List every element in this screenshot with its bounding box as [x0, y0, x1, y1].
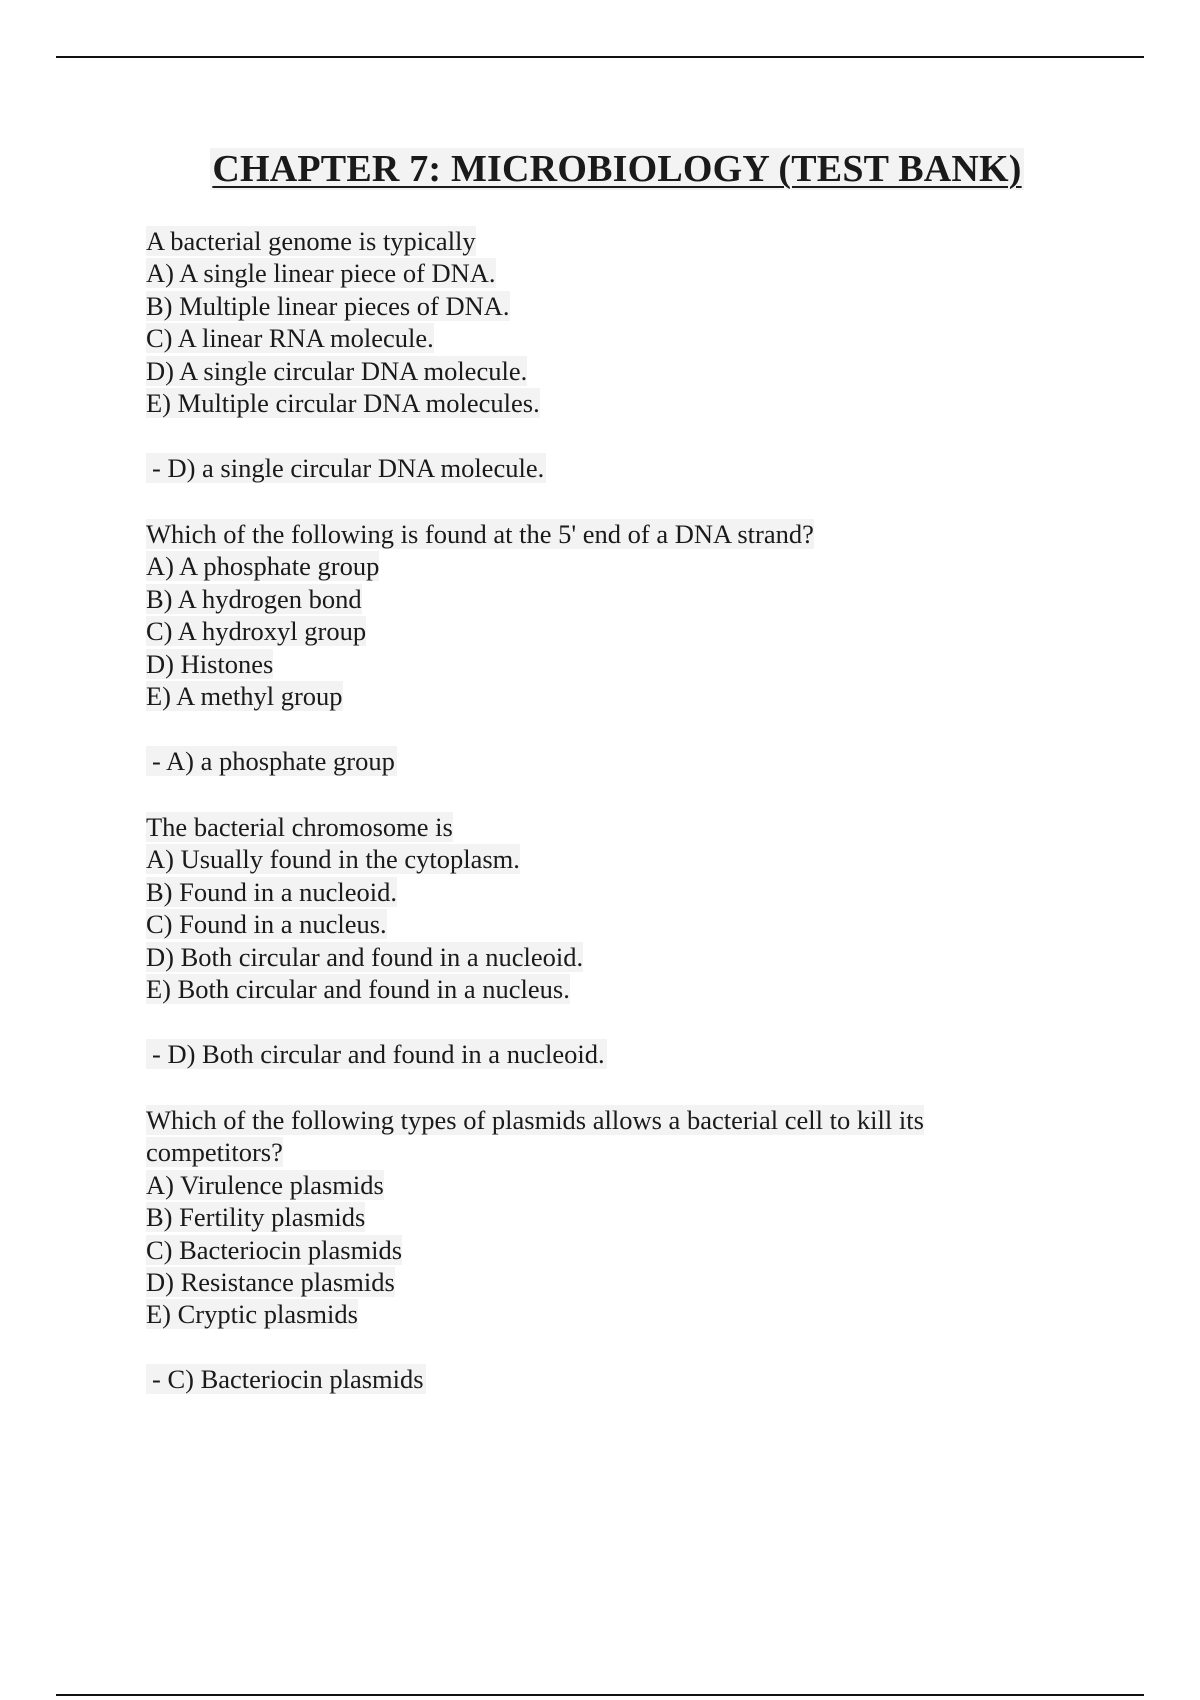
correct-answer: - D) a single circular DNA molecule.	[146, 452, 1106, 484]
answer-option-b: B) Fertility plasmids	[146, 1202, 366, 1233]
answer-option-e: E) Cryptic plasmids	[146, 1299, 358, 1330]
answer-option-a: A) A phosphate group	[146, 551, 380, 582]
page-title	[0, 143, 1200, 195]
question-block-3	[146, 811, 1106, 1070]
answer-option-e: E) Multiple circular DNA molecules.	[146, 388, 540, 419]
answer-option-a: A) Virulence plasmids	[146, 1169, 384, 1200]
question-stem: The bacterial chromosome is	[146, 812, 453, 842]
answer-option-d: D) Both circular and found in a nucleoid.	[146, 941, 584, 972]
answer-option-c: C) A linear RNA molecule.	[146, 323, 434, 354]
top-divider	[56, 56, 1144, 58]
page-title-text: CHAPTER 7: MICROBIOLOGY (TEST BANK)	[212, 148, 1022, 190]
answer-option-d: D) Resistance plasmids	[146, 1267, 395, 1298]
answer-option-c: C) Found in a nucleus.	[146, 909, 387, 940]
bottom-divider	[56, 1694, 1144, 1696]
answer-option-b: B) Found in a nucleoid.	[146, 876, 397, 907]
answer-option-c: C) Bacteriocin plasmids	[146, 1234, 403, 1265]
correct-answer: - D) Both circular and found in a nucleoid.	[146, 1038, 1106, 1070]
answer-option-d: D) A single circular DNA molecule.	[146, 355, 528, 386]
question-stem: Which of the following is found at the 5' end of a DNA strand?	[146, 519, 814, 549]
correct-answer: - C) Bacteriocin plasmids	[146, 1363, 1026, 1395]
question-block-2	[146, 518, 1106, 777]
question-block-1	[146, 225, 1106, 484]
question-block-4	[146, 1104, 1026, 1396]
answer-option-a: A) Usually found in the cytoplasm.	[146, 844, 520, 875]
correct-answer: - A) a phosphate group	[146, 745, 1106, 777]
question-stem: Which of the following types of plasmids allows a bacterial cell to kill its competitors?	[146, 1105, 924, 1168]
question-stem: A bacterial genome is typically	[146, 226, 476, 256]
answer-option-e: E) Both circular and found in a nucleus.	[146, 974, 570, 1005]
answer-option-c: C) A hydroxyl group	[146, 616, 367, 647]
answer-option-d: D) Histones	[146, 648, 274, 679]
answer-option-a: A) A single linear piece of DNA.	[146, 258, 496, 289]
answer-option-e: E) A methyl group	[146, 681, 343, 712]
answer-option-b: B) A hydrogen bond	[146, 583, 362, 614]
answer-option-b: B) Multiple linear pieces of DNA.	[146, 290, 510, 321]
